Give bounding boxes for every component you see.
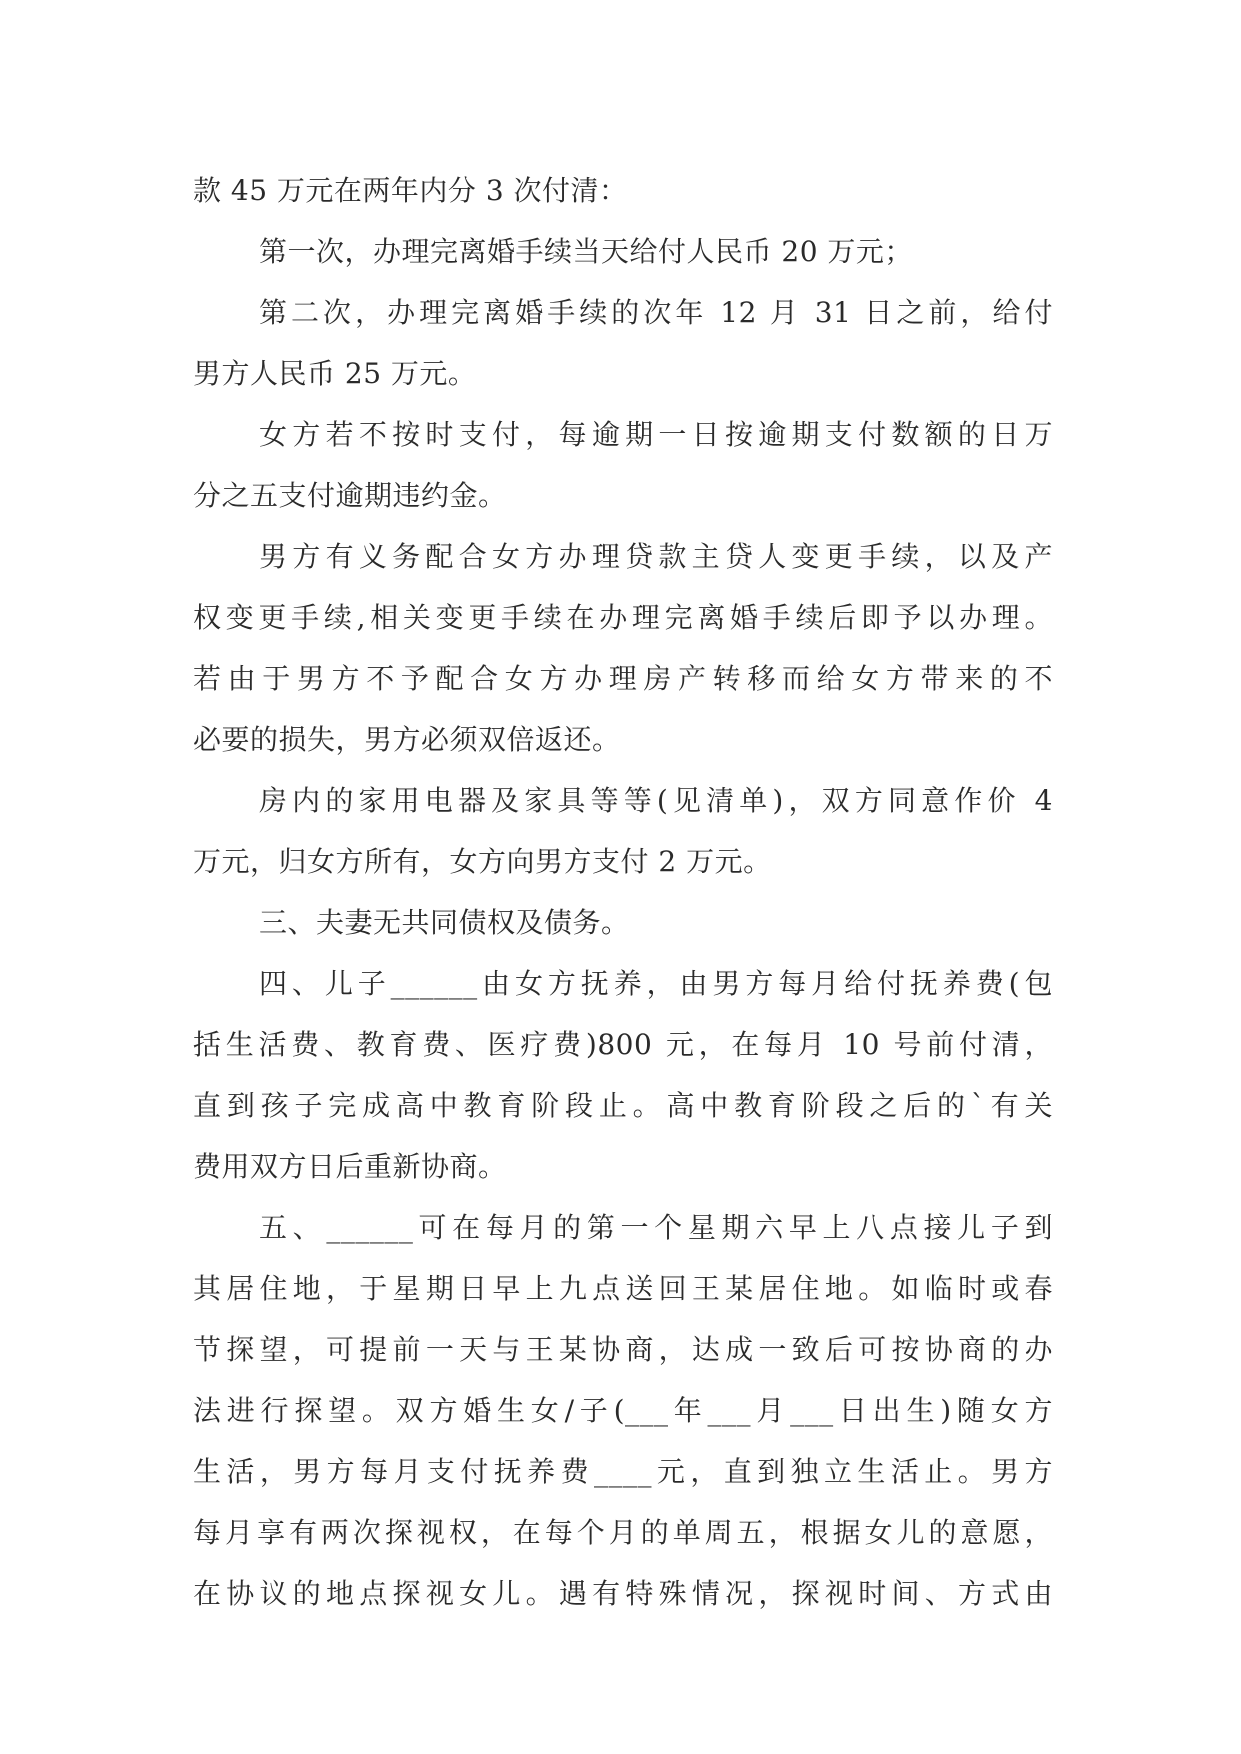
text-line: 括生活费、教育费、医疗费)800 元，在每月 10 号前付清， (193, 1028, 1053, 1061)
document-body (193, 160, 1053, 1624)
text-line: 三、夫妻无共同债权及债务。 (259, 906, 630, 939)
text-line: 节探望，可提前一天与王某协商，达成一致后可按协商的办 (193, 1333, 1053, 1366)
text-line: 四、儿子______由女方抚养，由男方每月给付抚养费(包 (259, 967, 1053, 1000)
text-line: 必要的损失，男方必须双倍返还。 (193, 723, 621, 756)
text-line: 若由于男方不予配合女方办理房产转移而给女方带来的不 (193, 662, 1053, 695)
text-line: 男方人民币 25 万元。 (193, 357, 477, 390)
text-line: 直到孩子完成高中教育阶段止。高中教育阶段之后的`有关 (193, 1089, 1053, 1122)
text-line: 费用双方日后重新协商。 (193, 1150, 507, 1183)
text-line: 生活，男方每月支付抚养费____元，直到独立生活止。男方 (193, 1455, 1053, 1488)
text-line: 其居住地，于星期日早上九点送回王某居住地。如临时或春 (193, 1272, 1053, 1305)
text-line: 在协议的地点探视女儿。遇有特殊情况，探视时间、方式由 (193, 1577, 1053, 1610)
text-line: 五、______可在每月的第一个星期六早上八点接儿子到 (259, 1211, 1053, 1244)
text-line: 女方若不按时支付，每逾期一日按逾期支付数额的日万 (259, 418, 1053, 451)
text-line: 权变更手续,相关变更手续在办理完离婚手续后即予以办理。 (193, 601, 1053, 634)
text-line: 法进行探望。双方婚生女/子(___年___月___日出生)随女方 (193, 1394, 1053, 1427)
text-line: 第二次，办理完离婚手续的次年 12 月 31 日之前，给付 (259, 296, 1053, 329)
text-line: 每月享有两次探视权，在每个月的单周五，根据女儿的意愿， (193, 1516, 1053, 1549)
text-line: 房内的家用电器及家具等等(见清单)，双方同意作价 4 (259, 784, 1053, 817)
text-line: 款 45 万元在两年内分 3 次付清： (193, 174, 628, 207)
text-line: 男方有义务配合女方办理贷款主贷人变更手续，以及产 (259, 540, 1053, 573)
text-line: 万元，归女方所有，女方向男方支付 2 万元。 (193, 845, 772, 878)
text-line: 分之五支付逾期违约金。 (193, 479, 507, 512)
text-line: 第一次，办理完离婚手续当天给付人民币 20 万元； (259, 235, 913, 268)
